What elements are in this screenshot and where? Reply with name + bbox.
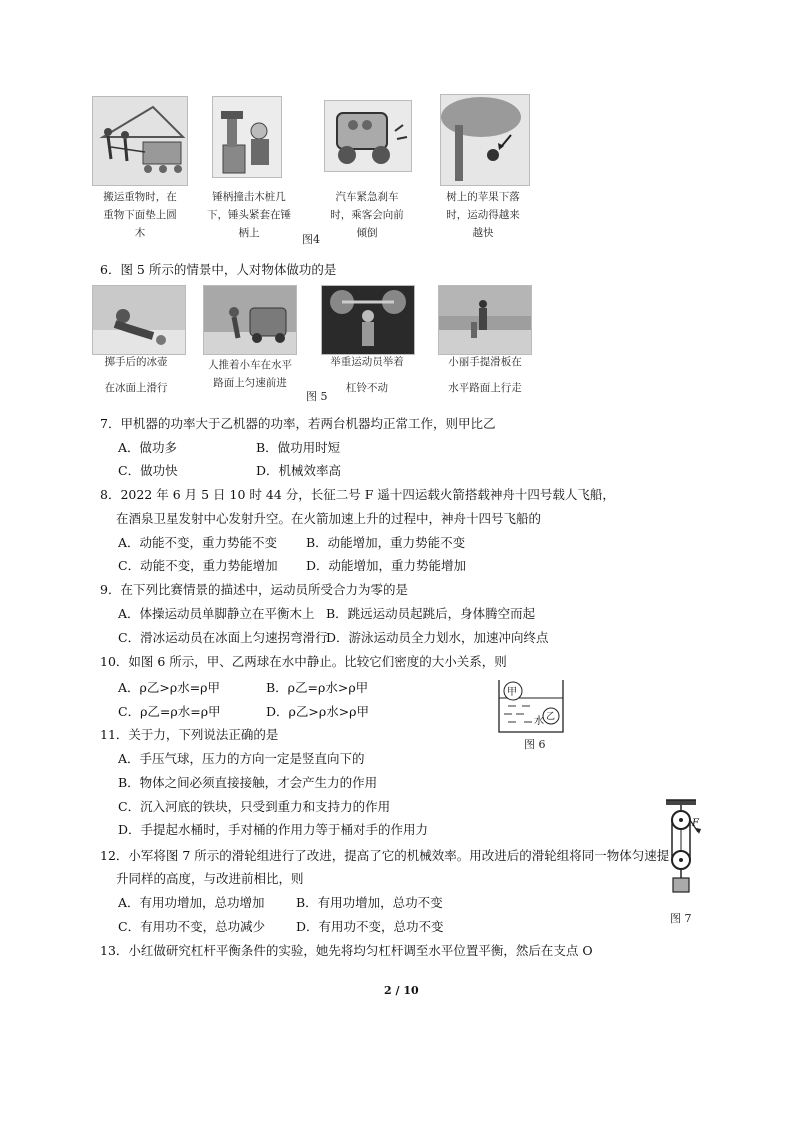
q9-option-c: C．滑冰运动员在冰面上匀速拐弯滑行 bbox=[118, 630, 328, 645]
q12-option-b: B．有用功增加，总功不变 bbox=[296, 895, 443, 910]
q9-stem: 9．在下列比赛情景的描述中，运动员所受合力为零的是 bbox=[100, 582, 408, 597]
fig4-label: 图4 bbox=[302, 233, 320, 246]
fig5-caption-2: 人推着小车在水平 路面上匀速前进 bbox=[208, 359, 292, 389]
q11-option-a: A．手压气球，压力的方向一定是竖直向下的 bbox=[118, 751, 365, 766]
fig4-caption-2: 锤柄撞击木桩几 下，锤头紧套在锤 柄上 bbox=[207, 191, 291, 239]
q12-stem-line1: 12．小军将图 7 所示的滑轮组进行了改进，提高了它的机械效率。用改进后的滑轮组将同一物体匀速提 bbox=[100, 848, 670, 863]
q9-option-a: A．体操运动员单脚静立在平衡木上 bbox=[118, 606, 315, 621]
fig5-caption-3: 举重运动员举着 杠铃不动 bbox=[330, 356, 404, 394]
q8-stem-line2: 在酒泉卫星发射中心发射升空。在火箭加速上升的过程中，神舟十四号飞船的 bbox=[116, 511, 542, 526]
q9-option-b: B．跳远运动员起跳后，身体腾空而起 bbox=[326, 606, 536, 621]
q8-option-c: C．动能不变，重力势能增加 bbox=[118, 558, 278, 573]
q8-option-a: A．动能不变，重力势能不变 bbox=[118, 535, 278, 550]
fig4-image-moving-heavy-object bbox=[92, 96, 188, 186]
fig6-label: 图 6 bbox=[524, 738, 546, 751]
q6-stem: 6．图 5 所示的情景中，人对物体做功的是 bbox=[100, 262, 337, 277]
q10-option-d: D．ρ乙>ρ水>ρ甲 bbox=[266, 704, 370, 719]
q11-option-b: B．物体之间必须直接接触，才会产生力的作用 bbox=[118, 775, 378, 790]
fig7-force-label: F bbox=[692, 818, 699, 829]
q10-option-a: A．ρ乙>ρ水=ρ甲 bbox=[118, 680, 221, 695]
q7-stem: 7．甲机器的功率大于乙机器的功率，若两台机器均正常工作，则甲比乙 bbox=[100, 416, 496, 431]
q7-option-c: C．做功快 bbox=[118, 463, 178, 478]
fig6-label-yi: 乙 bbox=[546, 712, 556, 722]
fig4-image-apple-falling bbox=[440, 94, 530, 186]
fig6-label-water: 水 bbox=[534, 716, 544, 727]
q11-stem: 11．关于力，下列说法正确的是 bbox=[100, 727, 279, 742]
q12-option-c: C．有用功不变，总功减少 bbox=[118, 919, 266, 934]
q10-option-c: C．ρ乙=ρ水=ρ甲 bbox=[118, 704, 221, 719]
q7-option-b: B．做功用时短 bbox=[256, 440, 341, 455]
fig5-caption-1: 掷手后的冰壶 在冰面上滑行 bbox=[104, 356, 168, 394]
fig4-image-car-braking bbox=[324, 100, 412, 172]
q12-stem-line2: 升同样的高度，与改进前相比，则 bbox=[116, 871, 304, 886]
q12-option-d: D．有用功不变，总功不变 bbox=[296, 919, 444, 934]
fig5-image-curling bbox=[92, 285, 186, 355]
q12-option-a: A．有用功增加，总功增加 bbox=[118, 895, 265, 910]
q13-stem: 13．小红做研究杠杆平衡条件的实验，她先将均匀杠杆调至水平位置平衡，然后在支点 O bbox=[100, 943, 593, 958]
q11-option-d: D．手提起水桶时，手对桶的作用力等于桶对手的作用力 bbox=[118, 822, 429, 837]
fig7-label: 图 7 bbox=[670, 912, 692, 925]
q8-option-b: B．动能增加，重力势能不变 bbox=[306, 535, 466, 550]
fig4-caption-4: 树上的苹果下落 时，运动得越来 越快 bbox=[446, 191, 520, 239]
q10-option-b: B．ρ乙=ρ水>ρ甲 bbox=[266, 680, 369, 695]
fig6-label-jia: 甲 bbox=[507, 687, 517, 698]
q8-option-d: D．动能增加，重力势能增加 bbox=[306, 558, 467, 573]
fig4-image-hammer bbox=[212, 96, 282, 178]
page-number: 2 / 10 bbox=[384, 984, 419, 997]
fig5-caption-4: 小丽手提滑板在 水平路面上行走 bbox=[448, 356, 522, 394]
q7-option-a: A．做功多 bbox=[118, 440, 178, 455]
fig4-caption-3: 汽车紧急刹车 时，乘客会向前 倾倒 bbox=[330, 191, 404, 239]
q8-stem-line1: 8．2022 年 6 月 5 日 10 时 44 分，长征二号 F 遥十四运载火箭搭载神舟十四号载人飞船， bbox=[100, 487, 615, 502]
fig5-image-weightlifter bbox=[321, 285, 415, 355]
fig5-label: 图 5 bbox=[306, 390, 328, 403]
fig4-caption-1: 搬运重物时，在 重物下面垫上圆 木 bbox=[103, 191, 177, 239]
fig5-image-skateboard-walk bbox=[438, 285, 532, 355]
fig5-image-push-cart bbox=[203, 285, 297, 355]
q9-option-d: D．游泳运动员全力划水，加速冲向终点 bbox=[326, 630, 549, 645]
fig6-diagram bbox=[496, 676, 566, 734]
q7-option-d: D．机械效率高 bbox=[256, 463, 342, 478]
q10-stem: 10．如图 6 所示，甲、乙两球在水中静止。比较它们密度的大小关系，则 bbox=[100, 654, 507, 669]
q11-option-c: C．沉入河底的铁块，只受到重力和支持力的作用 bbox=[118, 799, 391, 814]
